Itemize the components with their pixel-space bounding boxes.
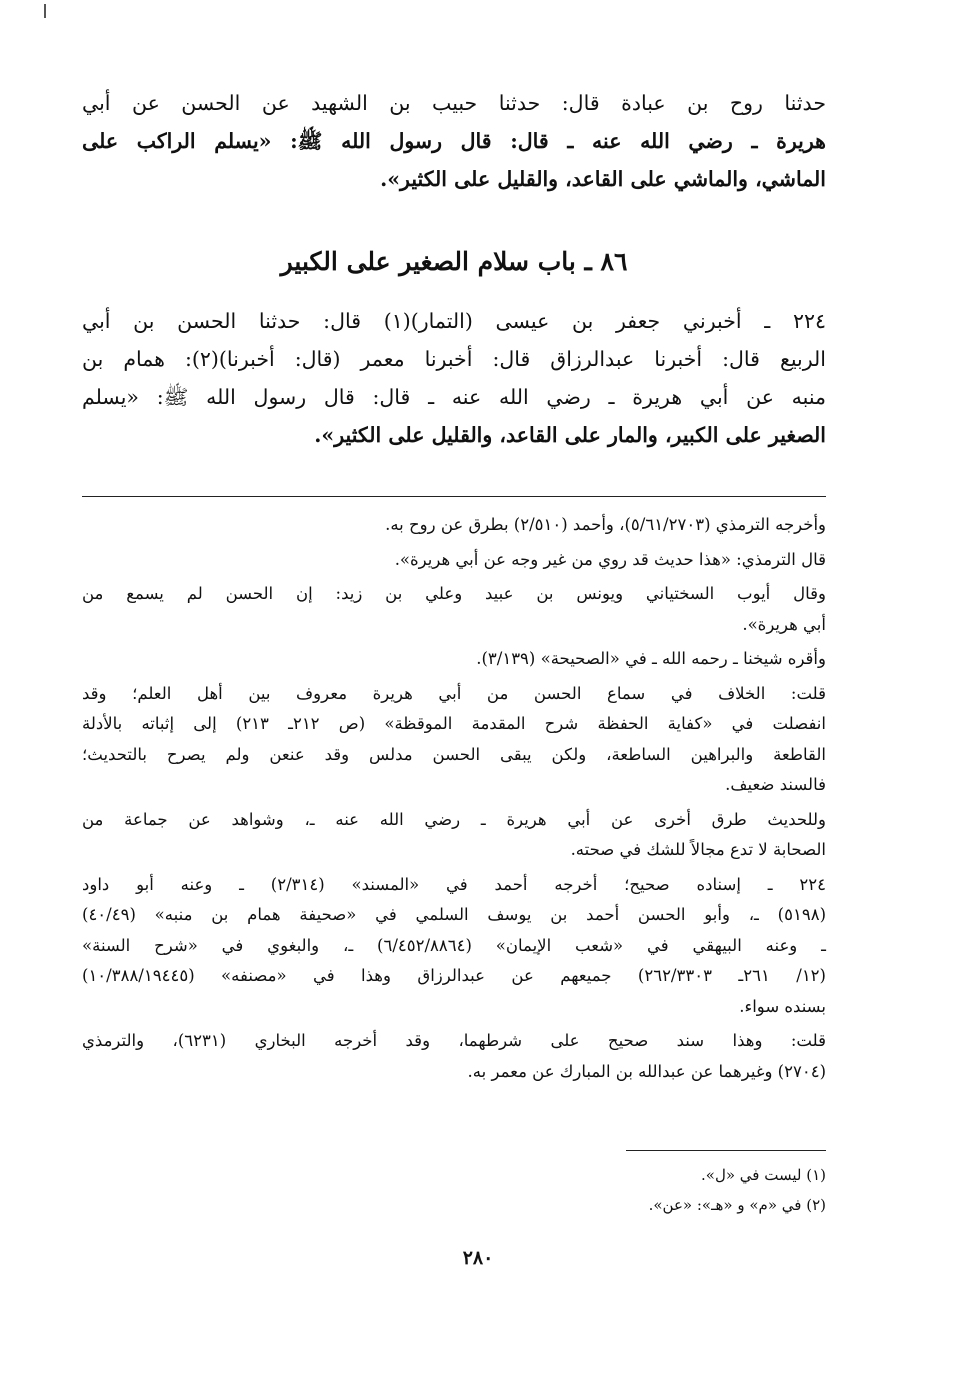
top-hadith <box>82 84 826 198</box>
hadith-224 <box>82 302 826 454</box>
hadith-line: ٢٢٤ ـ أخبرني جعفر بن عيسى (التمار)(١) قال: حدثنا الحسن بن أبي <box>82 309 826 333</box>
commentary-line: ٢٢٤ ـ إسناده صحيح؛ أخرجه أحمد في «المسند» (٢/٣١٤) ـ وعنه أبو داود <box>82 874 826 894</box>
commentary-paragraph <box>82 510 826 541</box>
scan-mark <box>44 4 46 18</box>
hadith-line: حدثنا روح بن عبادة قال: حدثنا حبيب بن الشهيد عن الحسن عن أبي <box>82 91 826 115</box>
commentary-line: بسنده سواء. <box>739 996 826 1016</box>
hadith-line: هريرة ـ رضي الله عنه ـ قال: قال رسول الله ﷺ: «يسلم الراكب على <box>82 129 826 153</box>
commentary-paragraph <box>82 805 826 866</box>
commentary-paragraph <box>82 644 826 675</box>
commentary-line: وأخرجه الترمذي (٥/٦١/٢٧٠٣)، وأحمد (٢/٥١٠) بطرق عن روح به. <box>385 515 826 534</box>
page-number: ٢٨٠ <box>462 1247 494 1269</box>
hadith-line: الربيع قال: أخبرنا عبدالرزاق قال: أخبرنا معمر (قال: أخبرنا)(٢): همام بن <box>82 347 826 371</box>
chapter-heading: ٨٦ ـ باب سلام الصغير على الكبير <box>280 247 628 276</box>
footnotes <box>82 1160 826 1220</box>
commentary-paragraph <box>82 870 826 1023</box>
hadith-line: الصغير على الكبير، والمار على القاعد، والقليل على الكثير». <box>314 423 826 447</box>
commentary-paragraph <box>82 579 826 640</box>
commentary-separator <box>82 496 826 497</box>
commentary-line: القاطعة والبراهين الساطعة، ولكن يبقى الحسن مدلس وقد عنعن ولم يصرح بالتحديث؛ <box>82 744 826 764</box>
commentary-line: قال الترمذي: «هذا حديث قد روي من غير وجه عن أبي هريرة». <box>394 549 826 569</box>
commentary-line: أبي هريرة». <box>742 614 826 634</box>
commentary-line: (١٢/ ٢٦١ـ ٢٦٢/٣٣٠٣) جميعهم عن عبدالرزاق وهذا في «مصنفه» (١٠/٣٨٨/١٩٤٤٥) <box>82 966 826 985</box>
commentary-line: (٢٧٠٤) وغيرهما عن عبدالله بن المبارك عن معمر به. <box>467 1061 826 1081</box>
footnote-separator <box>626 1150 826 1151</box>
commentary-line: الصحابة لا تدع مجالاً للشك في صحته. <box>570 840 826 859</box>
commentary-line: قلت: الخلاف في سماع الحسن من أبي هريرة معروف بين أهل العلم؛ وقد <box>82 683 826 703</box>
commentary-paragraph <box>82 1026 826 1087</box>
commentary-line: انفصلت في «كفاية الحفظة شرح المقدمة الموقظة» (ص ٢١٢ـ ٢١٣) إلى إثباته بالأدلة <box>82 714 826 733</box>
commentary-line: (٥١٩٨) ـ، وأبو الحسن أحمد بن يوسف السلمي في «صحيفة همام بن منبه» (٤٠/٤٩) <box>82 905 826 924</box>
footnote: (١) ليست في «ل». <box>701 1166 826 1184</box>
hadith-line: منبه عن أبي هريرة ـ رضي الله عنه ـ قال: قال رسول الله ﷺ: «يسلم <box>82 385 826 409</box>
commentary-line: وقال أيوب السختياني ويونس بن عبيد وعلي بن زيد: إن الحسن لم يسمع من <box>82 584 826 603</box>
commentary-line: وللحديث طرق أخرى عن أبي هريرة ـ رضي الله عنه ـ، وشواهد عن جماعة من <box>82 809 826 829</box>
commentary-line: فالسند ضعيف. <box>725 775 826 794</box>
footnote: (٢) في «م» و «هـ»: «عن». <box>648 1196 826 1214</box>
hadith-line: الماشي، والماشي على القاعد، والقليل على الكثير». <box>380 167 826 191</box>
commentary-paragraph <box>82 679 826 801</box>
commentary-line: وأقره شيخنا ـ رحمه الله ـ في «الصحيحة» (٣/١٣٩). <box>476 649 826 668</box>
commentary <box>82 510 826 1091</box>
commentary-line: ـ وعنه البيهقي في «شعب الإيمان» (٦/٤٥٢/٨٨٦٤) ـ، والبغوي في «شرح السنة» <box>82 935 826 955</box>
commentary-line: قلت: وهذا سند صحيح على شرطهما، وقد أخرجه البخاري (٦٢٣١)، والترمذي <box>82 1031 826 1050</box>
commentary-paragraph <box>82 545 826 576</box>
